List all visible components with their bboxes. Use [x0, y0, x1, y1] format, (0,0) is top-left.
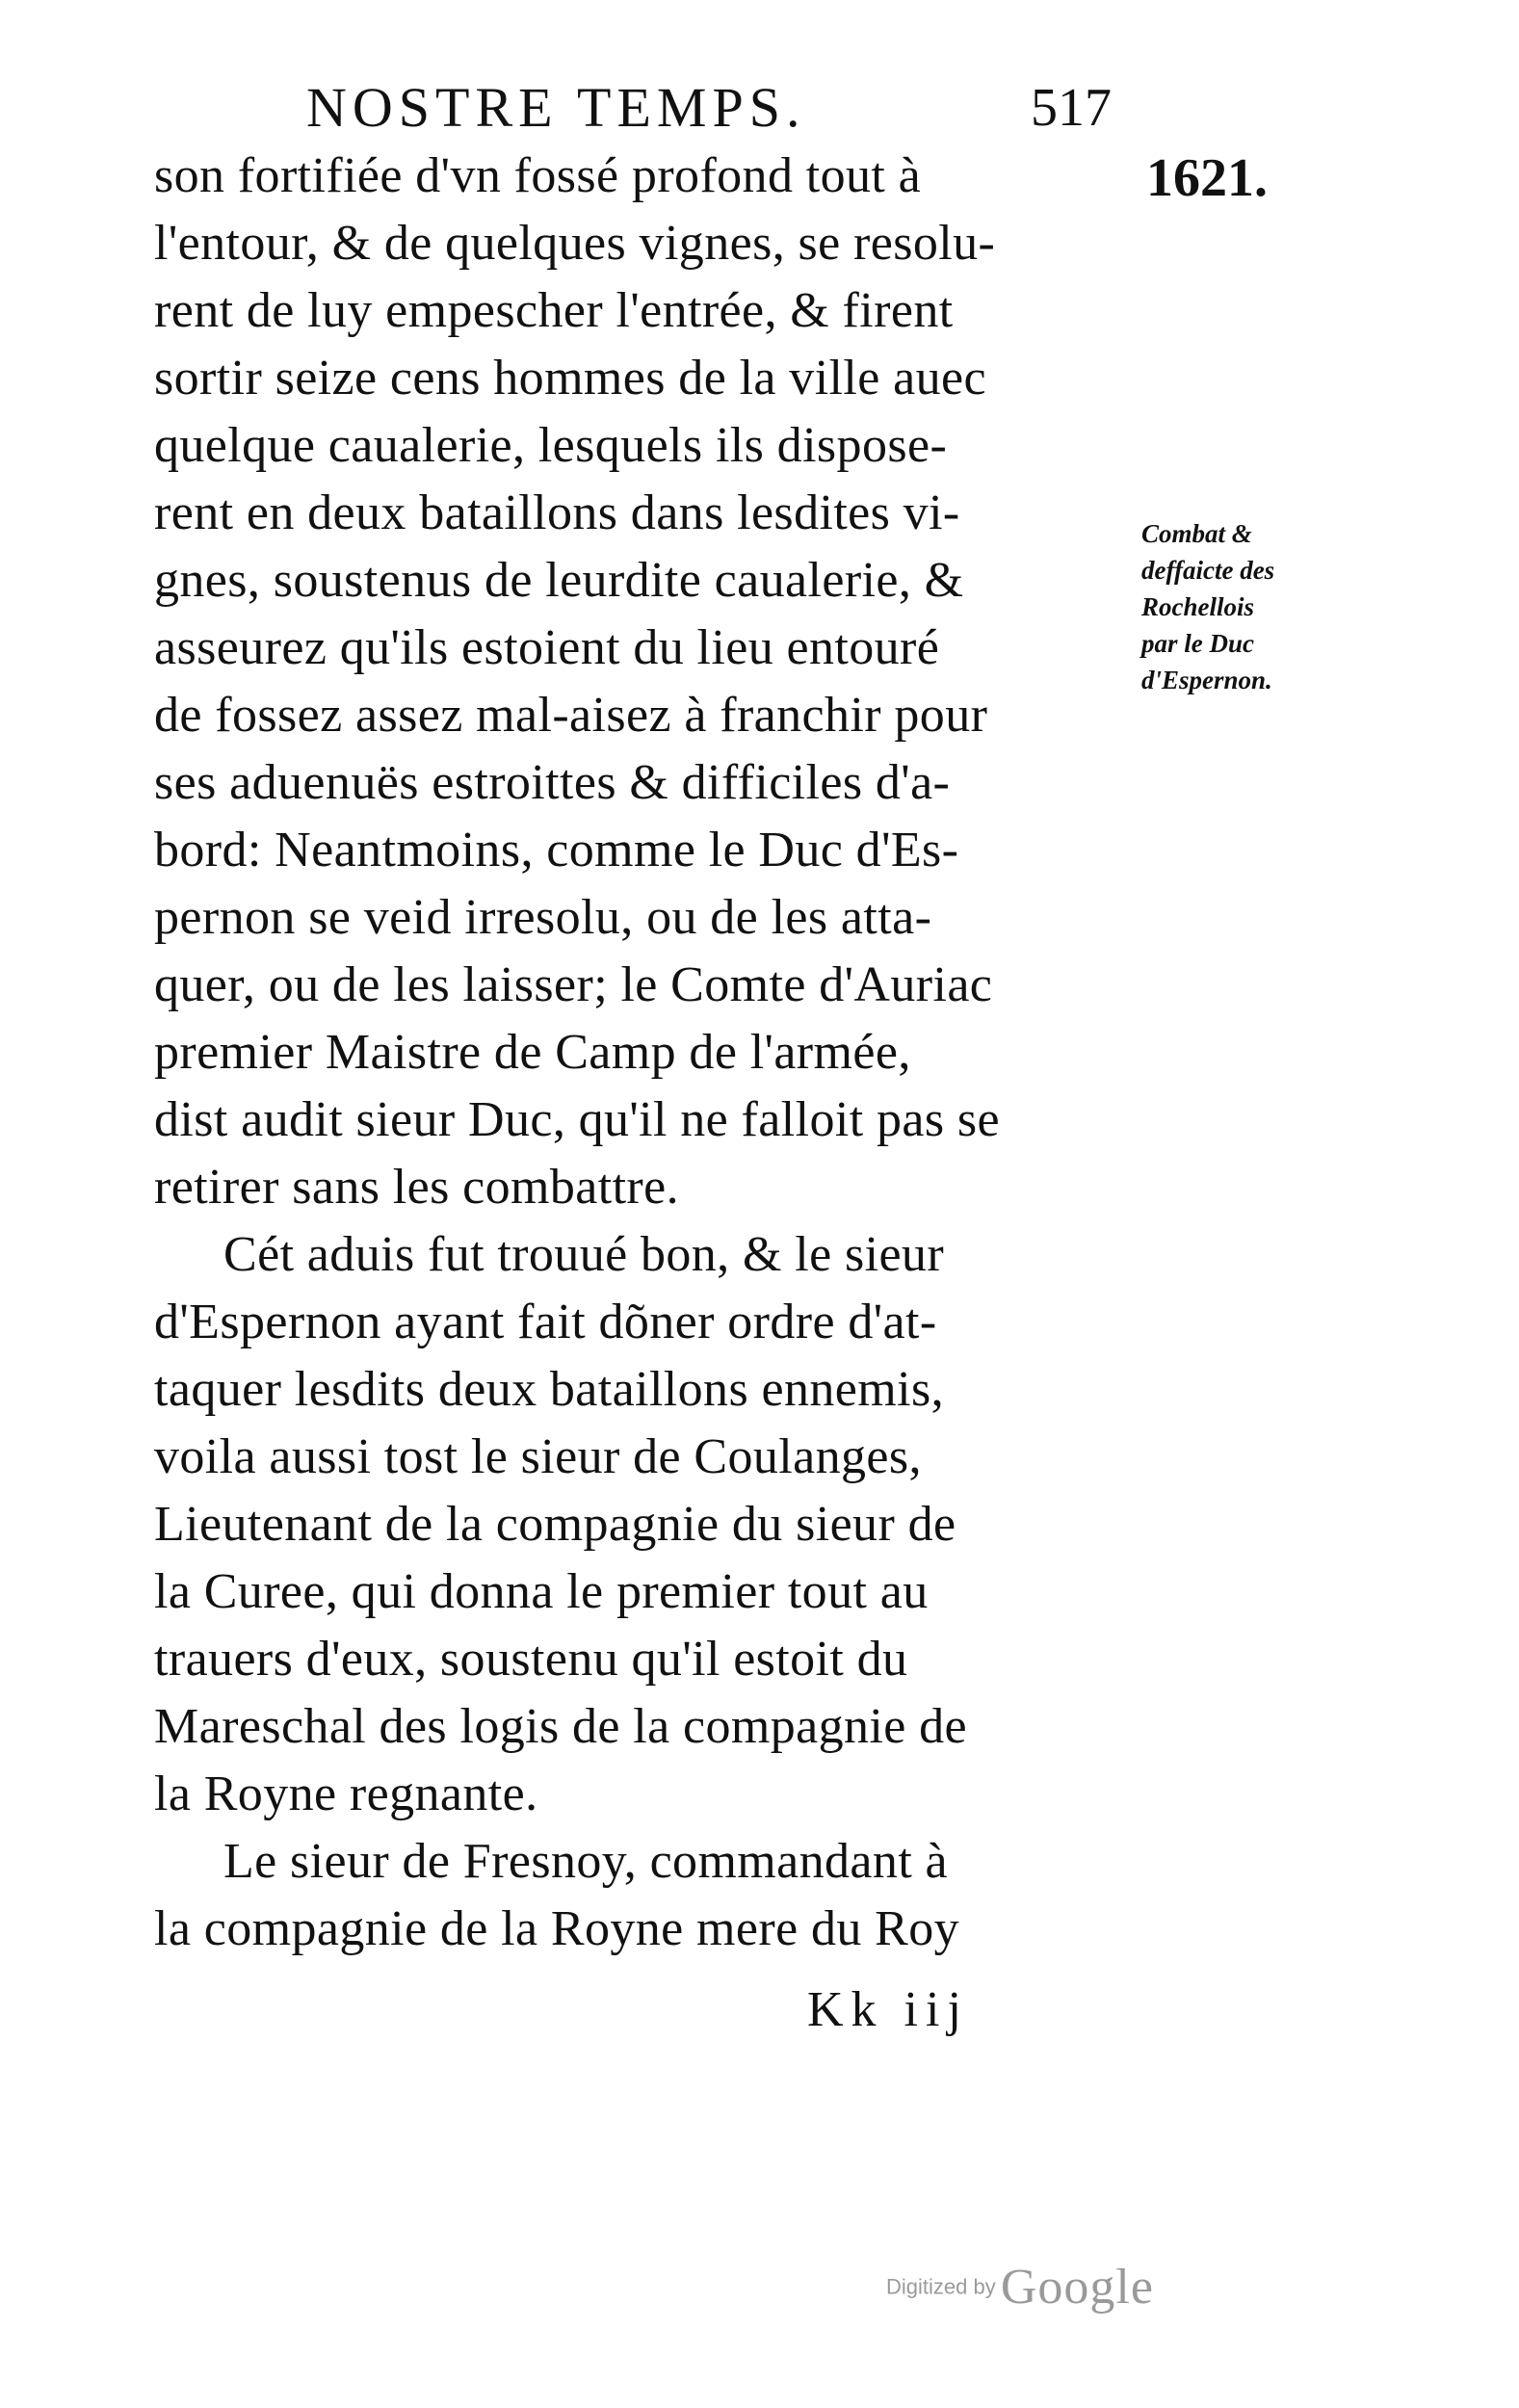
text-line: voila aussi tost le sieur de Coulanges,: [154, 1429, 922, 1484]
marginal-note-line: par le Duc: [1141, 629, 1254, 658]
text-line: dist audit sieur Duc, qu'il ne falloit pas se: [154, 1092, 1000, 1147]
text-line: d'Espernon ayant fait dõner ordre d'at-: [154, 1295, 937, 1349]
margin-year: 1621.: [1146, 148, 1268, 208]
text-line: asseurez qu'ils estoient du lieu entouré: [154, 620, 940, 675]
text-line: trauers d'eux, soustenu qu'il estoit du: [154, 1632, 908, 1687]
marginal-note-line: Combat &: [1141, 519, 1252, 548]
text-line: la Curee, qui donna le premier tout au: [154, 1564, 929, 1619]
digitization-watermark: [886, 2259, 1154, 2326]
text-line: retirer sans les combattre.: [154, 1160, 680, 1215]
text-line: rent en deux bataillons dans lesdites vi-: [154, 485, 960, 540]
text-line: pernon se veid irresolu, ou de les atta-: [154, 890, 932, 945]
marginal-note-line: deffaicte des: [1141, 556, 1275, 585]
text-line: premier Maistre de Camp de l'armée,: [154, 1025, 911, 1080]
text-line: l'entour, & de quelques vignes, se resolu-: [154, 216, 996, 271]
paragraph-start-line: Cét aduis fut trouué bon, & le sieur: [223, 1227, 945, 1282]
text-line: Mareschal des logis de la compagnie de: [154, 1699, 968, 1754]
text-line: gnes, soustenus de leurdite caualerie, &: [154, 553, 964, 608]
body-text: [154, 143, 1165, 1963]
text-line: sortir seize cens hommes de la ville auec: [154, 351, 986, 406]
paragraph-start-line: Le sieur de Fresnoy, commandant à: [223, 1834, 949, 1889]
text-line: bord: Neantmoins, comme le Duc d'Es-: [154, 823, 959, 877]
text-line: quelque caualerie, lesquels ils dispose-: [154, 418, 948, 473]
text-line: la Royne regnante.: [154, 1767, 538, 1821]
text-line: de fossez assez mal-aisez à franchir pour: [154, 688, 988, 743]
text-line: Lieutenant de la compagnie du sieur de: [154, 1497, 956, 1552]
page-number: 517: [1031, 78, 1112, 138]
text-line: ses aduenuës estroittes & difficiles d'a-: [154, 755, 951, 810]
text-line: son fortifiée d'vn fossé profond tout à: [154, 148, 922, 203]
text-line: la compagnie de la Royne mere du Roy: [154, 1901, 960, 1956]
marginal-note-line: Rochellois: [1141, 592, 1255, 621]
marginal-note: [1141, 515, 1373, 698]
running-head: [306, 69, 1135, 146]
marginal-note-line: d'Espernon.: [1141, 666, 1272, 694]
signature-mark: Kk iij: [807, 1982, 969, 2037]
text-line: taquer lesdits deux bataillons ennemis,: [154, 1362, 944, 1417]
running-title: NOSTRE TEMPS.: [306, 76, 806, 139]
text-line: rent de luy empescher l'entrée, & firent: [154, 283, 954, 338]
google-logo: Google: [1000, 2260, 1154, 2315]
text-line: quer, ou de les laisser; le Comte d'Auriac: [154, 957, 993, 1012]
watermark-prefix: Digitized by: [886, 2274, 996, 2299]
